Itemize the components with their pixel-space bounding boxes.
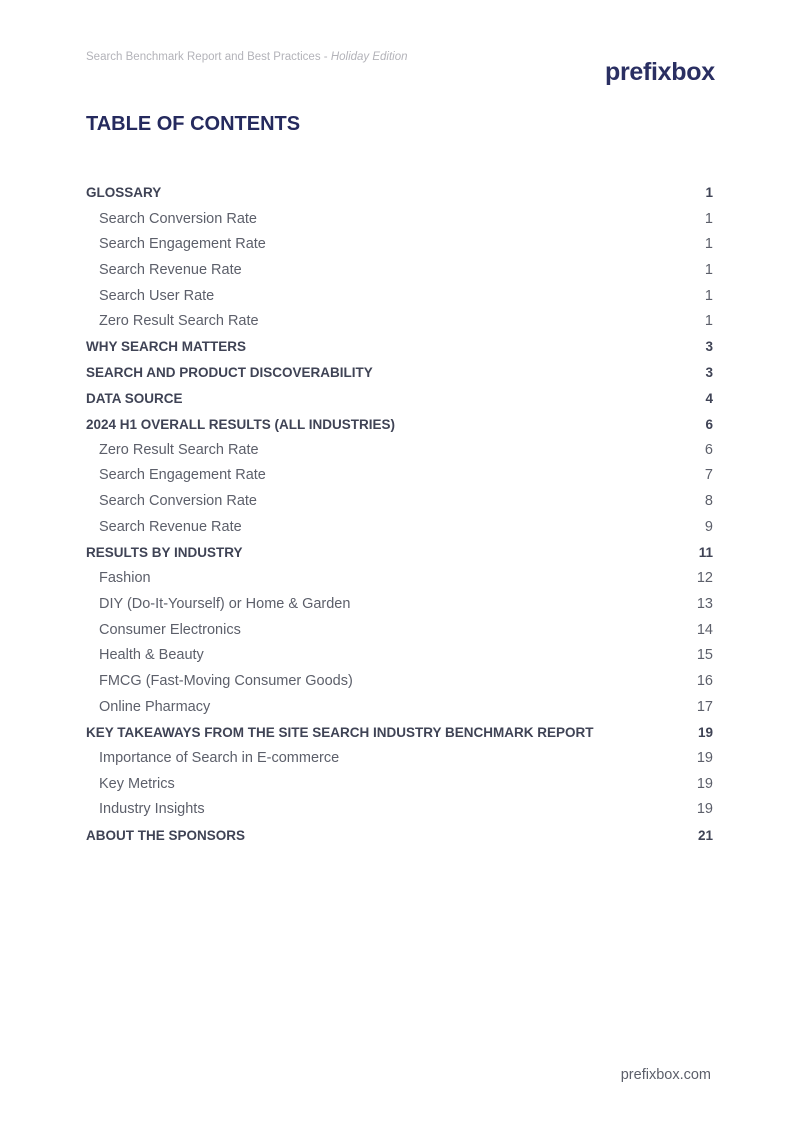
toc-entry-page: 3 xyxy=(705,365,713,381)
toc-entry[interactable] xyxy=(86,745,713,771)
toc-entry[interactable] xyxy=(86,514,713,540)
toc-entry[interactable] xyxy=(86,308,713,334)
toc-entry-label: Search Conversion Rate xyxy=(99,210,257,227)
toc-entry-label: KEY TAKEAWAYS FROM THE SITE SEARCH INDUSTRY BENCHMARK REPORT xyxy=(86,724,594,740)
edition-label: Holiday Edition xyxy=(330,51,408,63)
toc-entry[interactable] xyxy=(86,617,713,643)
toc-entry-label: Consumer Electronics xyxy=(99,621,241,638)
toc-entry-label: RESULTS BY INDUSTRY xyxy=(86,544,243,560)
toc-entry[interactable] xyxy=(86,565,713,591)
toc-entry-label: DATA SOURCE xyxy=(86,390,183,406)
toc-entry[interactable] xyxy=(86,334,713,360)
toc-entry[interactable] xyxy=(86,694,713,720)
toc-entry-label: 2024 H1 OVERALL RESULTS (ALL INDUSTRIES) xyxy=(86,416,396,432)
toc-entry[interactable] xyxy=(86,180,713,206)
toc-entry-page: 9 xyxy=(704,518,713,535)
toc-entry-page: 15 xyxy=(696,647,713,664)
toc-entry-label: GLOSSARY xyxy=(86,185,162,201)
toc-entry-page: 3 xyxy=(705,339,713,355)
toc-entry[interactable] xyxy=(86,386,713,412)
toc-entry[interactable] xyxy=(86,771,713,797)
toc-entry-label: Search Revenue Rate xyxy=(99,261,242,278)
toc-entry[interactable] xyxy=(86,437,713,463)
toc-entry-label: Key Metrics xyxy=(99,775,175,792)
toc-entry-page: 1 xyxy=(705,185,713,201)
toc-entry-label: Search User Rate xyxy=(99,287,215,304)
prefixbox-logo: prefixbox xyxy=(605,58,715,86)
toc-entry-label: WHY SEARCH MATTERS xyxy=(86,339,247,355)
footer-site: prefixbox.com xyxy=(620,1067,711,1083)
toc-entry[interactable] xyxy=(86,591,713,617)
toc-entry-page: 1 xyxy=(704,261,713,278)
toc-entry-page: 13 xyxy=(696,595,713,612)
toc-entry-label: Search Revenue Rate xyxy=(99,518,242,535)
toc-entry-label: Fashion xyxy=(99,570,151,587)
toc-entry[interactable] xyxy=(86,488,713,514)
toc-entry-page: 17 xyxy=(696,698,713,715)
toc-entry-page: 19 xyxy=(696,775,713,792)
toc-entry[interactable] xyxy=(86,360,713,386)
toc-entry[interactable] xyxy=(86,231,713,257)
page-title: TABLE OF CONTENTS xyxy=(86,113,301,135)
toc-entry-label: Industry Insights xyxy=(99,801,205,818)
toc-entry-page: 4 xyxy=(705,390,713,406)
toc-entry-page: 12 xyxy=(696,570,713,587)
report-title: Search Benchmark Report and Best Practices - xyxy=(86,51,331,63)
toc-entry[interactable] xyxy=(86,719,713,745)
toc-entry-label: FMCG (Fast-Moving Consumer Goods) xyxy=(99,672,353,689)
toc-entry-label: Zero Result Search Rate xyxy=(99,313,259,330)
toc-entry-label: Zero Result Search Rate xyxy=(99,441,259,458)
toc-entry[interactable] xyxy=(86,206,713,232)
toc-entry-page: 19 xyxy=(696,749,713,766)
toc-entry[interactable] xyxy=(86,463,713,489)
toc-entry-label: SEARCH AND PRODUCT DISCOVERABILITY xyxy=(86,365,373,381)
toc-entry-page: 19 xyxy=(696,801,713,818)
toc-entry-label: ABOUT THE SPONSORS xyxy=(86,827,246,843)
toc-entry-label: Health & Beauty xyxy=(99,647,204,664)
toc-entry-page: 16 xyxy=(696,672,713,689)
toc-entry-page: 8 xyxy=(704,493,713,510)
toc-entry-page: 1 xyxy=(704,313,713,330)
toc-entry[interactable] xyxy=(86,642,713,668)
toc-entry-label: Search Engagement Rate xyxy=(99,467,266,484)
toc-entry-page: 6 xyxy=(704,441,713,458)
toc-entry[interactable] xyxy=(86,540,713,566)
toc-entry[interactable] xyxy=(86,257,713,283)
toc-entry-page: 1 xyxy=(704,236,713,253)
toc-entry-page: 21 xyxy=(697,827,713,843)
toc-entry-label: Online Pharmacy xyxy=(99,698,211,715)
toc-list xyxy=(86,180,713,848)
toc-entry-page: 1 xyxy=(704,210,713,227)
toc-entry[interactable] xyxy=(86,822,713,848)
toc-entry-label: Search Conversion Rate xyxy=(99,493,257,510)
toc-entry-page: 1 xyxy=(704,287,713,304)
toc-entry-page: 19 xyxy=(697,724,713,740)
toc-entry[interactable] xyxy=(86,668,713,694)
toc-entry-page: 11 xyxy=(698,544,713,560)
toc-entry-page: 14 xyxy=(696,621,713,638)
toc-entry[interactable] xyxy=(86,283,713,309)
running-header xyxy=(86,51,408,63)
toc-entry-page: 7 xyxy=(704,467,713,484)
toc-entry-label: Importance of Search in E-commerce xyxy=(99,749,340,766)
toc-entry[interactable] xyxy=(86,797,713,823)
toc-entry-label: Search Engagement Rate xyxy=(99,236,266,253)
toc-entry-page: 6 xyxy=(705,416,713,432)
toc-entry[interactable] xyxy=(86,411,713,437)
toc-entry-label: DIY (Do-It-Yourself) or Home & Garden xyxy=(99,595,351,612)
